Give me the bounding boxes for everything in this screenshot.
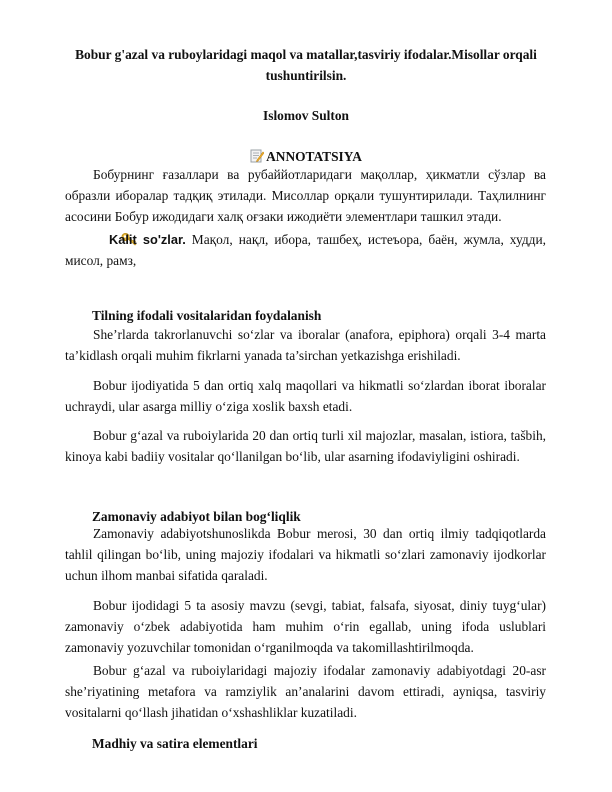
annotation-paragraph: Бобурнинг ғазаллари ва рубаййотларидаги мақоллар, ҳикматли сўзлар ва образли иборалар тадқиқ этилади. Мисоллар орқали тушунтирилади. Таҳлилнинг асосини Бобур ижодидаги халқ оғзаки ижодиёти элементлари ташкил этади. <box>65 167 546 224</box>
section1-paragraph-1: She’rlarda takrorlanuvchi so‘zlar va iboralar (anafora, epiphora) orqali 3-4 marta ta’kidlash orqali muhim fikrlarni yanada ta’sirchan yetkazishga erishiladi. <box>65 327 546 363</box>
section-heading-satire: Madhiy va satira elementlari <box>92 736 258 751</box>
memo-icon <box>250 149 264 163</box>
section2-paragraph-3: Bobur g‘azal va ruboiylaridagi majoziy ifodalar zamonaviy adabiyotdagi 20-asr she’riyatining metafora va ramziylik an’analarini davom ettiradi, ayniqsa, tasviriy vositalarni qo‘llash jihatidan o‘xshashliklar kuzatiladi. <box>65 663 546 720</box>
section1-paragraph-2: Bobur ijodiyatida 5 dan ortiq xalq maqollari va hikmatli so‘zlardan iborat iboralar uchraydi, ular asarga milliy o‘ziga xoslik baxsh etadi. <box>65 378 546 414</box>
section1-paragraph-3: Bobur g‘azal va ruboiylarida 20 dan ortiq turli xil majozlar, masalan, istiora, tašbih, kinoya kabi badiiy vositalar qo‘llanilgan bo‘lib, ular asarning ifodaviyligini oshiradi. <box>65 428 546 464</box>
annotation-heading <box>0 149 612 165</box>
section-heading-modern: Zamonaviy adabiyot bilan bog‘liqlik <box>92 509 301 524</box>
annotation-heading-text: ANNOTATSIYA <box>266 149 362 164</box>
document-title: Bobur g'azal va ruboylaridagi maqol va matallar,tasviriy ifodalar.Misollar orqali tushuntirilsin. <box>75 47 537 83</box>
keywords-text: Мақол, нақл, ибора, ташбеҳ, истеъора, баён, жумла, худди, мисол, рамз, <box>65 232 546 268</box>
section2-paragraph-1: Zamonaviy adabiyotshunoslikda Bobur merosi, 30 dan ortiq ilmiy tadqiqotlarda tahlil qilingan bo‘lib, uning majoziy ifodalari va hikmatli so‘zlari zamonaviy ijodkorlar uchun ilhom manbai sifatida qaraladi. <box>65 526 546 583</box>
author-name: Islomov Sulton <box>263 108 349 123</box>
keywords-paragraph <box>65 229 546 271</box>
keywords-label: Kalit so'zlar. <box>109 232 186 247</box>
section-heading-language: Tilning ifodali vositalaridan foydalanish <box>92 308 322 323</box>
section2-paragraph-2: Bobur ijodidagi 5 ta asosiy mavzu (sevgi, tabiat, falsafa, siyosat, diniy tuyg‘ular) zamonaviy o‘zbek adabiyotida ham muhim o‘rin egallab, uning ifoda uslublari zamonaviy yozuvchilar tomonidan o‘rganilmoqda va takomillashtirilmoqda. <box>65 598 546 655</box>
key-icon <box>93 231 109 245</box>
